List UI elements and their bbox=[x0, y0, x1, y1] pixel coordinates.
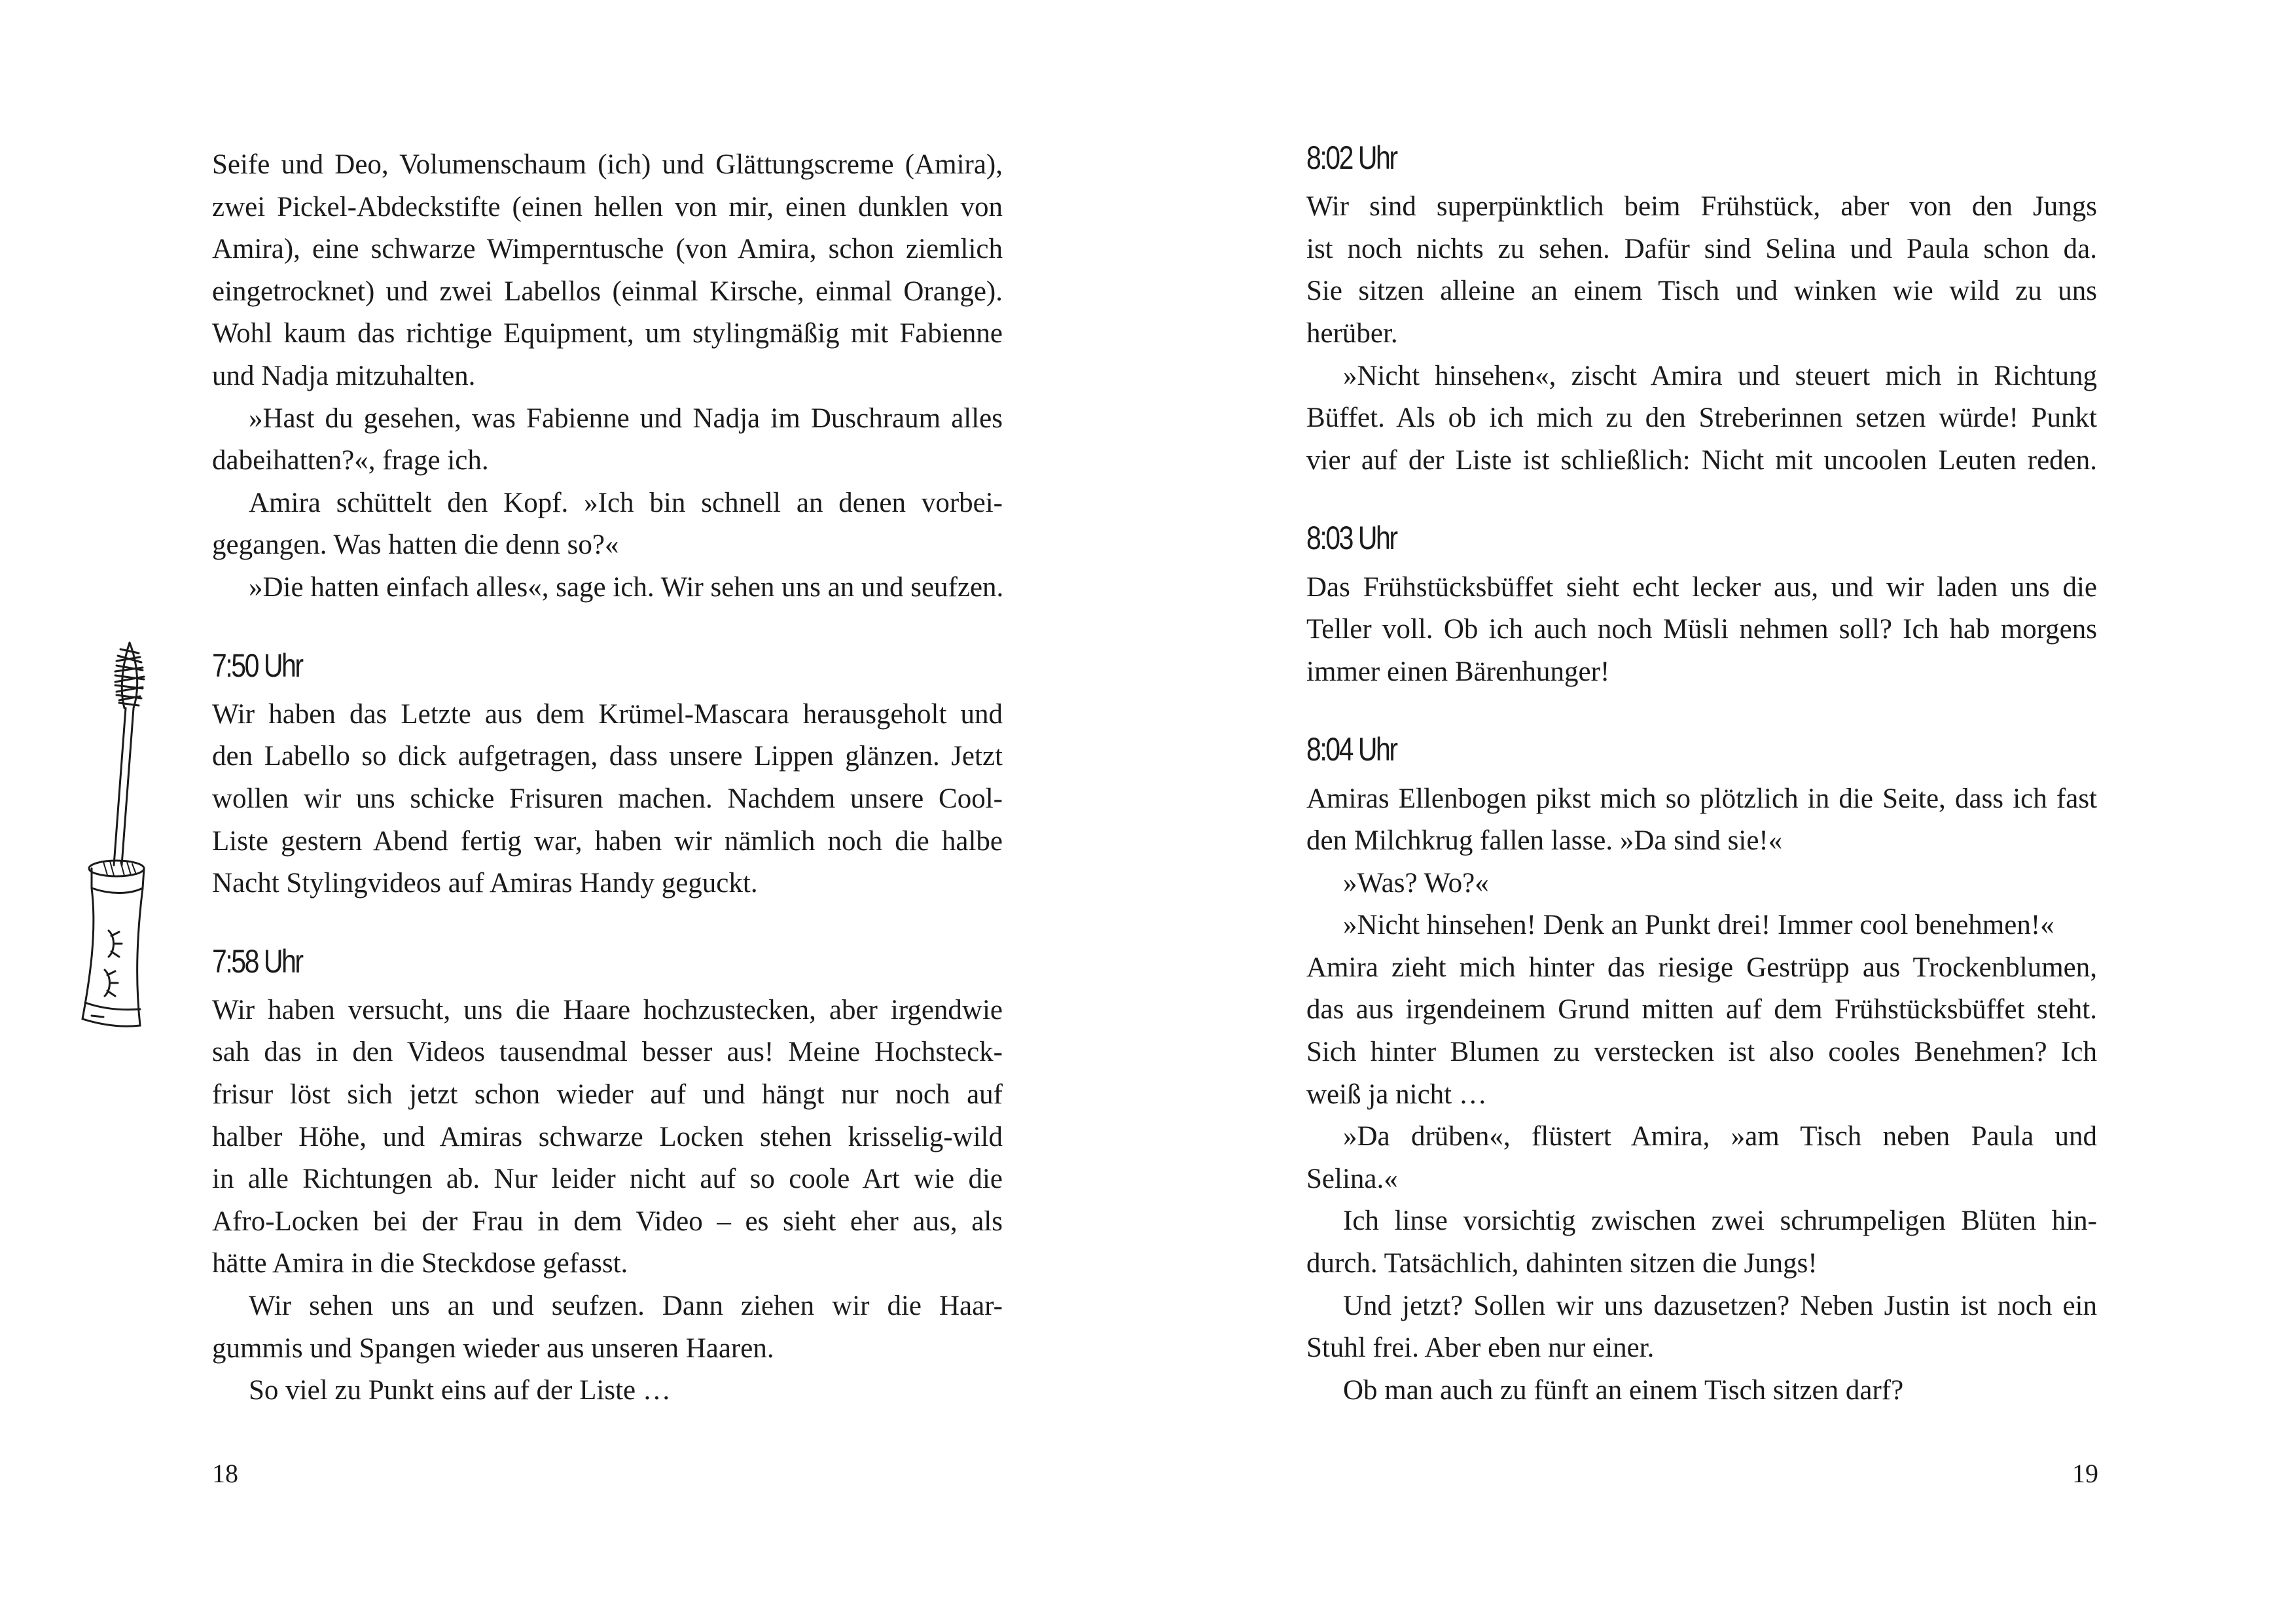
text-line: weiß ja nicht … bbox=[1306, 1079, 1487, 1110]
page-number-right: 19 bbox=[2072, 1459, 2098, 1488]
text-line: Büffet. Als ob ich mich zu den Streberinnen setzen würde! Punkt bbox=[1306, 402, 2097, 434]
text-line: wollen wir uns schicke Frisuren machen. Nachdem unsere Cool- bbox=[212, 783, 1003, 814]
section-time-heading-text: 8:02 Uhr bbox=[1306, 139, 1397, 176]
section-time-heading-text: 8:04 Uhr bbox=[1306, 731, 1397, 768]
text-line: den Labello so dick aufgetragen, dass unsere Lippen glänzen. Jetzt bbox=[212, 741, 1003, 772]
text-line: »Da drüben«, flüstert Amira, »am Tisch neben Paula und bbox=[1343, 1121, 2097, 1152]
text-line: Sich hinter Blumen zu verstecken ist also cooles Benehmen? Ich bbox=[1306, 1037, 2097, 1068]
text-line: Amira), eine schwarze Wimperntusche (von Amira, schon ziemlich bbox=[212, 234, 1003, 265]
text-line: Amira zieht mich hinter das riesige Gestrüpp aus Trockenblumen, bbox=[1306, 952, 2097, 983]
text-line: »Nicht hinsehen! Denk an Punkt drei! Immer cool benehmen!« bbox=[1343, 910, 2054, 941]
text-line: Nacht Stylingvideos auf Amiras Handy geguckt. bbox=[212, 868, 758, 899]
text-line: Amiras Ellenbogen pikst mich so plötzlich in die Seite, dass ich fast bbox=[1306, 783, 2097, 814]
text-line: Selina.« bbox=[1306, 1163, 1398, 1194]
text-line: Seife und Deo, Volumenschaum (ich) und Glättungscreme (Amira), bbox=[212, 149, 1003, 180]
text-line: sah das in den Videos tausendmal besser aus! Meine Hochsteck- bbox=[212, 1037, 1003, 1068]
text-line: den Milchkrug fallen lasse. »Da sind sie!« bbox=[1306, 825, 1783, 857]
text-line: und Nadja mitzuhalten. bbox=[212, 360, 476, 391]
section-time-heading-text: 8:03 Uhr bbox=[1306, 520, 1397, 557]
text-line: herüber. bbox=[1306, 317, 1398, 349]
text-line: Wir sehen uns an und seufzen. Dann ziehen wir die Haar- bbox=[249, 1291, 1003, 1322]
mascara-brush-icon bbox=[115, 643, 144, 708]
text-line: Amira schüttelt den Kopf. »Ich bin schnell an denen vorbei- bbox=[249, 487, 1003, 518]
text-line: vier auf der Liste ist schließlich: Nicht mit uncoolen Leuten reden. bbox=[1306, 444, 2097, 476]
text-line: dabeihatten?«, frage ich. bbox=[212, 445, 489, 476]
text-line: Und jetzt? Sollen wir uns dazusetzen? Neben Justin ist noch ein bbox=[1343, 1290, 2097, 1321]
text-line: gegangen. Was hatten die denn so?« bbox=[212, 529, 619, 561]
text-line: durch. Tatsächlich, dahinten sitzen die Jungs! bbox=[1306, 1248, 1818, 1279]
text-line: So viel zu Punkt eins auf der Liste … bbox=[249, 1375, 671, 1406]
text-line: Wir haben das Letzte aus dem Krümel-Mascara herausgeholt und bbox=[212, 698, 1003, 730]
text-line: in alle Richtungen ab. Nur leider nicht auf so coole Art wie die bbox=[212, 1164, 1003, 1195]
text-line: Das Frühstücksbüffet sieht echt lecker aus, und wir laden uns die bbox=[1306, 571, 2097, 603]
text-line: Teller voll. Ob ich auch noch Müsli nehmen soll? Ich hab morgens bbox=[1306, 614, 2097, 645]
left-page-text bbox=[212, 144, 1003, 1412]
text-line: frisur löst sich jetzt schon wieder auf und hängt nur noch auf bbox=[212, 1079, 1003, 1111]
text-line: Wir sind superpünktlich beim Frühstück, aber von den Jungs bbox=[1306, 191, 2097, 223]
section-time-heading bbox=[1306, 693, 2097, 777]
text-line: Sie sitzen alleine an einem Tisch und winken wie wild zu uns bbox=[1306, 276, 2097, 307]
text-line: hätte Amira in die Steckdose gefasst. bbox=[212, 1248, 628, 1279]
text-line: Liste gestern Abend fertig war, haben wir nämlich noch die halbe bbox=[212, 825, 1003, 857]
text-line: das aus irgendeinem Grund mitten auf dem Frühstücksbüffet steht. bbox=[1306, 994, 2097, 1026]
text-line: immer einen Bärenhunger! bbox=[1306, 656, 1610, 687]
mascara-illustration-icon bbox=[77, 636, 156, 1042]
text-line: ist noch nichts zu sehen. Dafür sind Selina und Paula schon da. bbox=[1306, 233, 2097, 264]
text-line: zwei Pickel-Abdeckstifte (einen hellen von mir, einen dunklen von bbox=[212, 191, 1003, 223]
text-line: halber Höhe, und Amiras schwarze Locken stehen krisselig-wild bbox=[212, 1121, 1003, 1152]
text-line: Wohl kaum das richtige Equipment, um stylingmäßig mit Fabienne bbox=[212, 318, 1003, 349]
text-line: eingetrocknet) und zwei Labellos (einmal Kirsche, einmal Orange). bbox=[212, 276, 1003, 307]
text-line: »Was? Wo?« bbox=[1343, 867, 1489, 899]
text-line: Stuhl frei. Aber eben nur einer. bbox=[1306, 1332, 1655, 1364]
section-time-heading bbox=[212, 609, 1003, 694]
text-line: Afro-Locken bei der Frau in dem Video – es sieht eher aus, als bbox=[212, 1205, 1003, 1237]
text-line: »Die hatten einfach alles«, sage ich. Wir sehen uns an und seufzen. bbox=[249, 571, 1004, 603]
text-line: Ob man auch zu fünft an einem Tisch sitzen darf? bbox=[1343, 1374, 1904, 1406]
text-line: gummis und Spangen wieder aus unseren Haaren. bbox=[212, 1332, 774, 1364]
mascara-tube-icon bbox=[82, 861, 144, 1026]
section-time-heading-text: 7:58 Uhr bbox=[212, 942, 302, 980]
text-line: Ich linse vorsichtig zwischen zwei schrumpeligen Blüten hin- bbox=[1343, 1205, 2097, 1237]
section-time-heading bbox=[1306, 482, 2097, 566]
text-line: »Nicht hinsehen«, zischt Amira und steuert mich in Richtung bbox=[1343, 360, 2097, 391]
section-time-heading bbox=[212, 905, 1003, 990]
mascara-wand-icon bbox=[114, 708, 134, 865]
text-line: »Hast du gesehen, was Fabienne und Nadja im Duschraum alles bbox=[249, 402, 1003, 434]
right-page-text bbox=[1306, 101, 2097, 1412]
text-line: Wir haben versucht, uns die Haare hochzustecken, aber irgendwie bbox=[212, 994, 1003, 1026]
section-time-heading-text: 7:50 Uhr bbox=[212, 647, 302, 684]
page-number-left: 18 bbox=[212, 1459, 238, 1488]
section-time-heading bbox=[1306, 101, 2097, 186]
